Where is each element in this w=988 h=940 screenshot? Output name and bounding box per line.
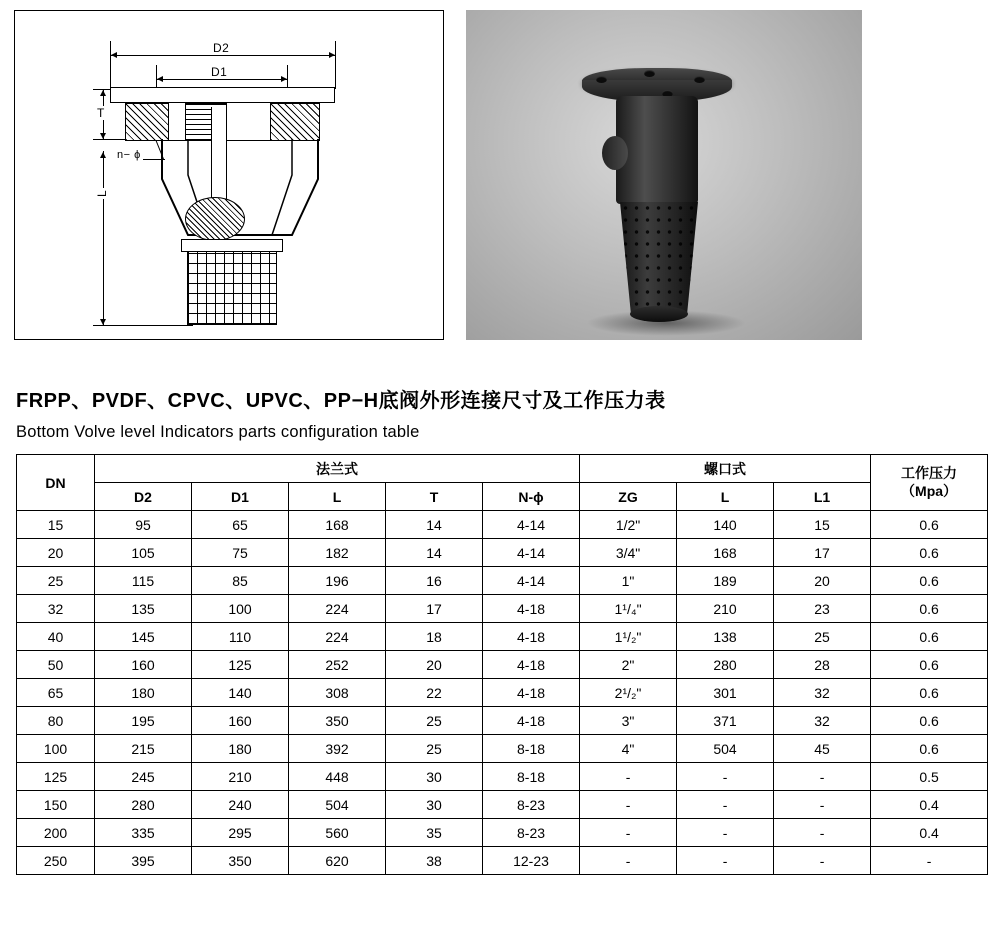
cell-mpa: 0.4 [871, 791, 988, 819]
cell-d1: 160 [192, 707, 289, 735]
valve-ball-seal [185, 197, 245, 241]
header-d1: D1 [192, 483, 289, 511]
cell-mpa: 0.6 [871, 679, 988, 707]
cell-t: 25 [386, 735, 483, 763]
cell-l-flange: 224 [289, 623, 386, 651]
cell-l-thread: - [677, 819, 774, 847]
cell-dn: 150 [17, 791, 95, 819]
cell-mpa: 0.6 [871, 539, 988, 567]
cell-dn: 50 [17, 651, 95, 679]
header-l1: L1 [774, 483, 871, 511]
cell-zg: 1¹/₄" [580, 595, 677, 623]
cell-l-thread: - [677, 847, 774, 875]
photo-side-lug [602, 136, 628, 170]
d2-arrow-left-icon [111, 52, 117, 58]
photo-perforations [620, 202, 698, 314]
cell-d2: 115 [95, 567, 192, 595]
table-group-header-row [17, 455, 988, 483]
header-n-phi: N-ϕ [483, 483, 580, 511]
cell-n-phi: 8-18 [483, 763, 580, 791]
cell-dn: 25 [17, 567, 95, 595]
cell-t: 35 [386, 819, 483, 847]
cell-d1: 210 [192, 763, 289, 791]
photo-valve-body [616, 96, 698, 204]
d1-arrow-right-icon [281, 76, 287, 82]
dimension-label-t: T [97, 106, 105, 120]
cell-l-flange: 182 [289, 539, 386, 567]
cell-d1: 180 [192, 735, 289, 763]
cell-zg: - [580, 819, 677, 847]
cell-dn: 200 [17, 819, 95, 847]
cell-mpa: 0.5 [871, 763, 988, 791]
photo-bolt-hole [694, 76, 705, 83]
d2-dimension-line [110, 55, 335, 56]
l-arrow-up-icon [100, 152, 106, 158]
cell-l-thread: 504 [677, 735, 774, 763]
cell-n-phi: 8-23 [483, 819, 580, 847]
cell-dn: 20 [17, 539, 95, 567]
cell-zg: - [580, 763, 677, 791]
header-working-pressure-line2: （Mpa） [901, 482, 958, 499]
cell-d1: 350 [192, 847, 289, 875]
header-l-thread: L [677, 483, 774, 511]
header-working-pressure [871, 455, 988, 511]
cell-t: 22 [386, 679, 483, 707]
cell-l-flange: 504 [289, 791, 386, 819]
cell-n-phi: 12-23 [483, 847, 580, 875]
cell-l-thread: 280 [677, 651, 774, 679]
cell-mpa: 0.4 [871, 819, 988, 847]
cell-d1: 110 [192, 623, 289, 651]
cell-mpa: 0.6 [871, 735, 988, 763]
cell-n-phi: 4-14 [483, 539, 580, 567]
cell-l-flange: 448 [289, 763, 386, 791]
cell-l-thread: 301 [677, 679, 774, 707]
cell-l-flange: 224 [289, 595, 386, 623]
technical-drawing-panel [14, 10, 444, 340]
cell-l1: - [774, 791, 871, 819]
header-t: T [386, 483, 483, 511]
cell-t: 30 [386, 763, 483, 791]
cell-t: 20 [386, 651, 483, 679]
flange-section-hatch-left [125, 103, 169, 141]
table-row [17, 847, 988, 875]
table-sub-header-row [17, 483, 988, 511]
cell-d2: 145 [95, 623, 192, 651]
cell-n-phi: 4-18 [483, 651, 580, 679]
cell-l-flange: 252 [289, 651, 386, 679]
cell-dn: 32 [17, 595, 95, 623]
table-row [17, 707, 988, 735]
cell-n-phi: 4-14 [483, 511, 580, 539]
cell-l1: 45 [774, 735, 871, 763]
cell-l1: - [774, 847, 871, 875]
cell-l1: 32 [774, 679, 871, 707]
cell-mpa: 0.6 [871, 595, 988, 623]
cell-d1: 65 [192, 511, 289, 539]
header-zg: ZG [580, 483, 677, 511]
cell-dn: 125 [17, 763, 95, 791]
table-row [17, 679, 988, 707]
strainer-mesh [187, 251, 277, 325]
dimension-label-l: L [95, 189, 109, 197]
cell-d1: 100 [192, 595, 289, 623]
cell-zg: - [580, 847, 677, 875]
cell-l-thread: 371 [677, 707, 774, 735]
cell-mpa: 0.6 [871, 511, 988, 539]
cell-l1: - [774, 819, 871, 847]
valve-cross-section-drawing [15, 11, 445, 341]
l-extension-bottom [93, 325, 193, 326]
cell-l-flange: 196 [289, 567, 386, 595]
cell-n-phi: 4-18 [483, 623, 580, 651]
cell-t: 14 [386, 511, 483, 539]
cell-d1: 140 [192, 679, 289, 707]
header-thread-group: 螺口式 [580, 455, 871, 483]
flange-top-plate [110, 87, 335, 103]
cell-l-thread: 189 [677, 567, 774, 595]
cell-zg: 1" [580, 567, 677, 595]
table-row [17, 651, 988, 679]
photo-strainer-base [630, 306, 688, 322]
cell-l-flange: 392 [289, 735, 386, 763]
cell-n-phi: 4-18 [483, 595, 580, 623]
cell-l1: 17 [774, 539, 871, 567]
cell-l1: 20 [774, 567, 871, 595]
cell-zg: 2¹/₂" [580, 679, 677, 707]
cell-n-phi: 4-18 [483, 679, 580, 707]
cell-l-thread: - [677, 763, 774, 791]
cell-t: 25 [386, 707, 483, 735]
cell-dn: 100 [17, 735, 95, 763]
table-body [17, 511, 988, 875]
header-working-pressure-line1: 工作压力 [901, 465, 958, 481]
table-row [17, 763, 988, 791]
cell-dn: 15 [17, 511, 95, 539]
header-l-flange: L [289, 483, 386, 511]
specification-table [16, 454, 988, 875]
cell-zg: - [580, 791, 677, 819]
cell-zg: 2" [580, 651, 677, 679]
cell-l1: 15 [774, 511, 871, 539]
cell-d2: 280 [95, 791, 192, 819]
cell-dn: 250 [17, 847, 95, 875]
table-row [17, 735, 988, 763]
cell-t: 16 [386, 567, 483, 595]
flange-section-hatch-right [270, 103, 320, 141]
cell-n-phi: 4-14 [483, 567, 580, 595]
photo-bolt-hole [596, 76, 607, 83]
dimension-label-d1: D1 [211, 65, 228, 79]
cell-d1: 125 [192, 651, 289, 679]
cell-zg: 1/2" [580, 511, 677, 539]
cell-d2: 180 [95, 679, 192, 707]
cell-d2: 215 [95, 735, 192, 763]
cell-n-phi: 8-18 [483, 735, 580, 763]
cell-d1: 295 [192, 819, 289, 847]
cell-mpa: 0.6 [871, 623, 988, 651]
table-row [17, 539, 988, 567]
cell-l1: - [774, 763, 871, 791]
cell-l-thread: 140 [677, 511, 774, 539]
cell-mpa: 0.6 [871, 651, 988, 679]
table-row [17, 623, 988, 651]
product-photo-panel [466, 10, 862, 340]
cell-mpa: 0.6 [871, 707, 988, 735]
table-row [17, 791, 988, 819]
cell-t: 18 [386, 623, 483, 651]
cell-l1: 28 [774, 651, 871, 679]
cell-l1: 23 [774, 595, 871, 623]
cell-l-thread: - [677, 791, 774, 819]
l-dimension-line [103, 151, 104, 326]
header-d2: D2 [95, 483, 192, 511]
cell-zg: 3/4" [580, 539, 677, 567]
cell-d1: 85 [192, 567, 289, 595]
cell-n-phi: 8-23 [483, 791, 580, 819]
cell-mpa: 0.6 [871, 567, 988, 595]
cell-l-thread: 168 [677, 539, 774, 567]
cell-l-flange: 308 [289, 679, 386, 707]
titles-block [0, 348, 900, 442]
cell-t: 38 [386, 847, 483, 875]
title-chinese: FRPP、PVDF、CPVC、UPVC、PP−H底阀外形连接尺寸及工作压力表 [16, 390, 666, 412]
cell-d2: 335 [95, 819, 192, 847]
t-extension-bottom [93, 139, 127, 140]
d1-extension-right [287, 65, 288, 89]
cell-mpa: - [871, 847, 988, 875]
title-english: Bottom Volve level Indicators parts configuration table [16, 423, 420, 441]
dimension-label-n-phi: n− ϕ [117, 149, 141, 161]
table-row [17, 567, 988, 595]
cell-l-thread: 210 [677, 595, 774, 623]
t-arrow-down-icon [100, 133, 106, 139]
table-row [17, 511, 988, 539]
cell-t: 14 [386, 539, 483, 567]
cell-d2: 95 [95, 511, 192, 539]
header-dn: DN [17, 455, 95, 511]
cell-d2: 160 [95, 651, 192, 679]
cell-l1: 32 [774, 707, 871, 735]
figures-row [0, 0, 900, 348]
photo-bolt-hole [644, 70, 655, 77]
t-arrow-up-icon [100, 90, 106, 96]
cell-zg: 4" [580, 735, 677, 763]
cell-dn: 40 [17, 623, 95, 651]
cell-l-flange: 350 [289, 707, 386, 735]
cell-dn: 65 [17, 679, 95, 707]
d1-dimension-line [156, 79, 287, 80]
cell-dn: 80 [17, 707, 95, 735]
header-flange-group: 法兰式 [95, 455, 580, 483]
d2-extension-left [110, 41, 111, 89]
dimension-label-d2: D2 [213, 41, 230, 55]
cell-zg: 3" [580, 707, 677, 735]
cell-n-phi: 4-18 [483, 707, 580, 735]
cell-d2: 395 [95, 847, 192, 875]
cell-l1: 25 [774, 623, 871, 651]
table-row [17, 819, 988, 847]
cell-d1: 240 [192, 791, 289, 819]
cell-l-thread: 138 [677, 623, 774, 651]
cell-l-flange: 168 [289, 511, 386, 539]
d2-extension-right [335, 41, 336, 89]
cell-l-flange: 560 [289, 819, 386, 847]
cell-d2: 135 [95, 595, 192, 623]
cell-t: 17 [386, 595, 483, 623]
cell-d2: 105 [95, 539, 192, 567]
cell-zg: 1¹/₂" [580, 623, 677, 651]
cell-d2: 245 [95, 763, 192, 791]
cell-l-flange: 620 [289, 847, 386, 875]
cell-d1: 75 [192, 539, 289, 567]
cell-t: 30 [386, 791, 483, 819]
photo-strainer-basket [620, 202, 698, 314]
d1-arrow-left-icon [157, 76, 163, 82]
table-row [17, 595, 988, 623]
d2-arrow-right-icon [329, 52, 335, 58]
spec-table-wrap [0, 454, 958, 875]
cell-d2: 195 [95, 707, 192, 735]
